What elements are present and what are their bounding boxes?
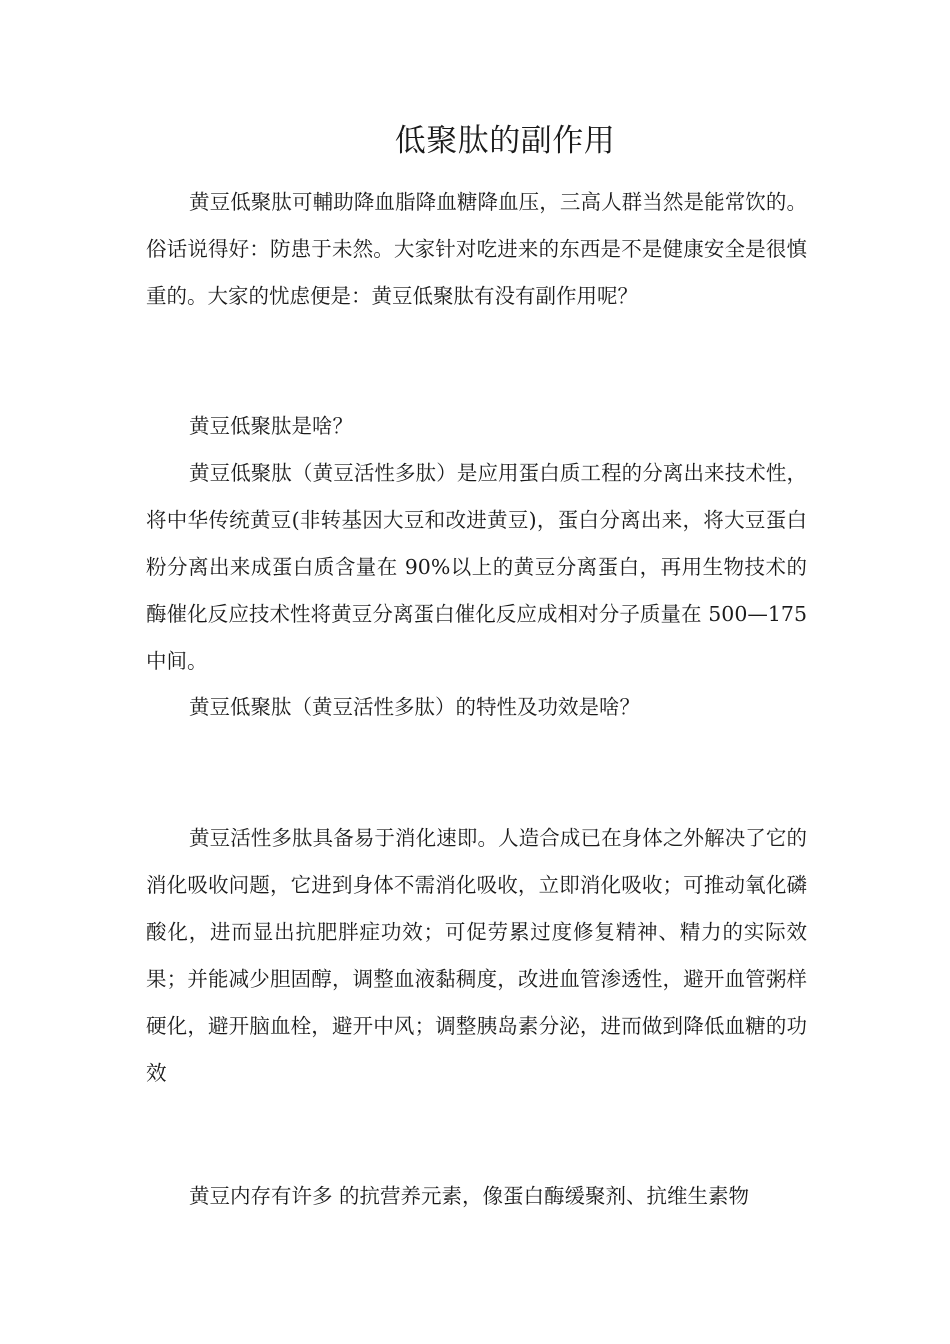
paragraph-definition: 黄豆低聚肽（黄豆活性多肽）是应用蛋白质工程的分离出来技术性，将中华传统黄豆(非转基因大豆和改进黄豆)，蛋白分离出来，将大豆蛋白粉分离出来成蛋白质含量在 90%以上的黄豆分离蛋白，再用生物技术的酶催化反应技术性将黄豆分离蛋白催化反应成相对分子质量在 500—175 中间。 [146,461,807,673]
paragraph-benefits: 黄豆活性多肽具备易于消化速即。人造合成已在身体之外解决了它的消化吸收问题，它进到身体不需消化吸收，立即消化吸收；可推动氧化磷酸化，进而显出抗肥胖症功效；可促劳累过度修复精神、精力的实际效果；并能减少胆固醇，调整血液黏稠度，改进血管渗透性，避开血管粥样硬化，避开脑血栓，避开中风；调整胰岛素分泌，进而做到降低血糖的功效 [146,826,807,1085]
paragraph-intro: 黄豆低聚肽可輔助降血脂降血糖降血压，三高人群当然是能常饮的。俗话说得好：防患于未然。大家针对吃进来的东西是不是健康安全是很慎重的。大家的忧虑便是：黄豆低聚肽有没有副作用呢？ [146,190,807,308]
paragraph-question-properties: 黄豆低聚肽（黄豆活性多肽）的特性及功效是啥？ [189,695,640,719]
paragraph-antinutrients: 黄豆内存有许多 的抗营养元素，像蛋白酶缓聚剂、抗维生素物 [189,1184,750,1208]
paragraph-question-what: 黄豆低聚肽是啥？ [189,414,353,438]
document-title: 低聚肽的副作用 [394,123,616,159]
